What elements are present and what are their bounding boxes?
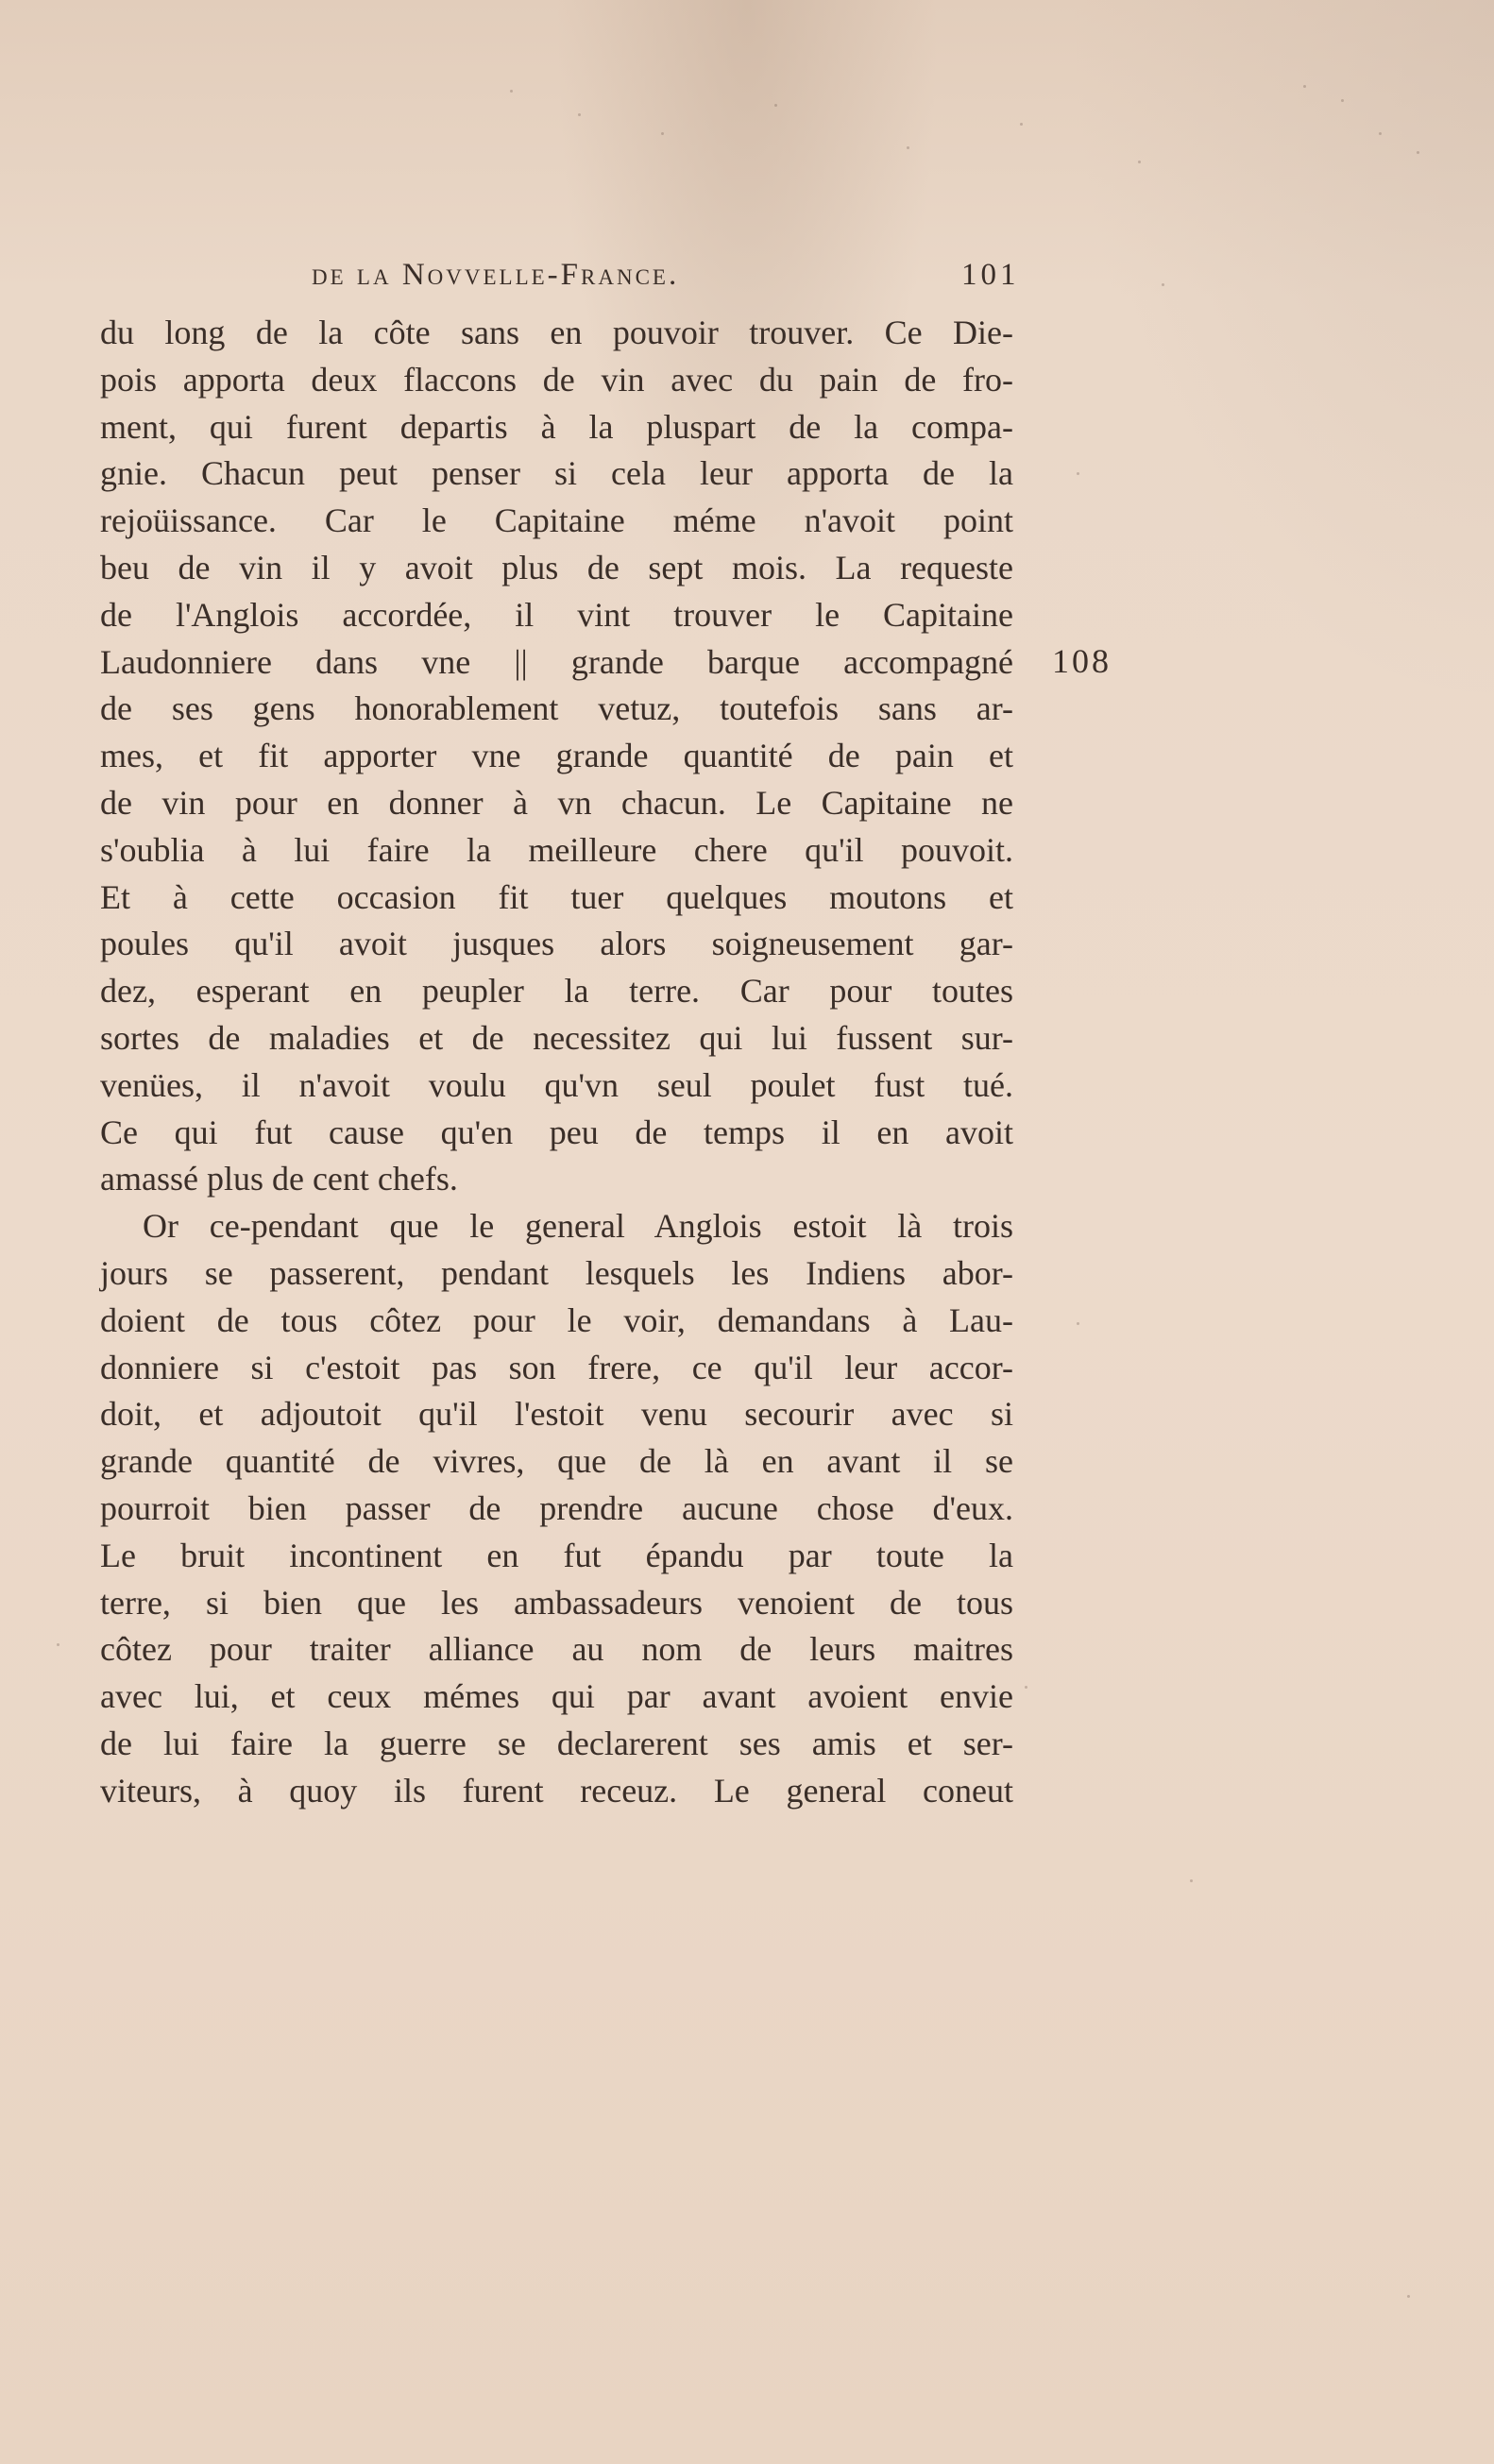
margin-page-reference: 108 [1052,642,1112,680]
text-line: pourroit bien passer de prendre aucune chose d'eux. [100,1488,1013,1527]
text-line: côtez pour traiter alliance au nom de leurs maitres [100,1630,1013,1669]
body-text [100,310,1013,1815]
running-header [312,251,1048,298]
text-line: de l'Anglois accordée, il vint trouver le Capitaine [100,595,1013,634]
text-line: du long de la côte sans en pouvoir trouver. Ce Die- [100,314,1013,351]
text-line: Laudonniere dans vne || grande barque accompagné [100,642,1013,681]
text-line: sortes de maladies et de necessitez qui lui fussent sur- [100,1018,1013,1057]
text-line: beu de vin il y avoit plus de sept mois. La requeste [100,548,1013,586]
header-title: de la Novvelle-France. [312,258,680,292]
text-line: de vin pour en donner à vn chacun. Le Capitaine ne [100,783,1013,822]
text-line: ment, qui furent departis à la pluspart de la compa- [100,407,1013,446]
text-line: Or ce-pendant que le general Anglois estoit là trois [143,1207,1013,1246]
text-line: doient de tous côtez pour le voir, demandans à Lau- [100,1300,1013,1339]
text-line: donniere si c'estoit pas son frere, ce qu'il leur accor- [100,1348,1013,1386]
text-line: doit, et adjoutoit qu'il l'estoit venu secourir avec si [100,1395,1013,1434]
text-line: terre, si bien que les ambassadeurs venoient de tous [100,1583,1013,1622]
text-line: jours se passerent, pendant lesquels les Indiens abor- [100,1253,1013,1292]
text-line: dez, esperant en peupler la terre. Car pour toutes [100,972,1013,1011]
text-line: avec lui, et ceux mémes qui par avant avoient envie [100,1677,1013,1716]
text-line: grande quantité de vivres, que de là en avant il se [100,1442,1013,1481]
text-line: poules qu'il avoit jusques alors soigneusement gar- [100,925,1013,963]
text-line: Et à cette occasion fit tuer quelques moutons et [100,877,1013,916]
text-line: Ce qui fut cause qu'en peu de temps il en avoit [100,1113,1013,1151]
text-line: Le bruit incontinent en fut épandu par toute la [100,1536,1013,1574]
text-line: gnie. Chacun peut penser si cela leur apporta de la [100,454,1013,493]
text-line: s'oublia à lui faire la meilleure chere qu'il pouvoit. [100,830,1013,869]
text-line: viteurs, à quoy ils furent receuz. Le general coneut [100,1771,1013,1810]
text-line: rejoüissance. Car le Capitaine méme n'avoit point [100,501,1013,540]
text-line: de ses gens honorablement vetuz, toutefois sans ar- [100,689,1013,728]
text-line: mes, et fit apporter vne grande quantité de pain et [100,737,1013,775]
text-line: pois apporta deux flaccons de vin avec du pain de fro- [100,360,1013,399]
text-line: amassé plus de cent chefs. [100,1160,458,1198]
page-number: 101 [961,258,1020,292]
text-line: de lui faire la guerre se declarerent ses amis et ser- [100,1724,1013,1762]
text-line: venües, il n'avoit voulu qu'vn seul poulet fust tué. [100,1065,1013,1104]
